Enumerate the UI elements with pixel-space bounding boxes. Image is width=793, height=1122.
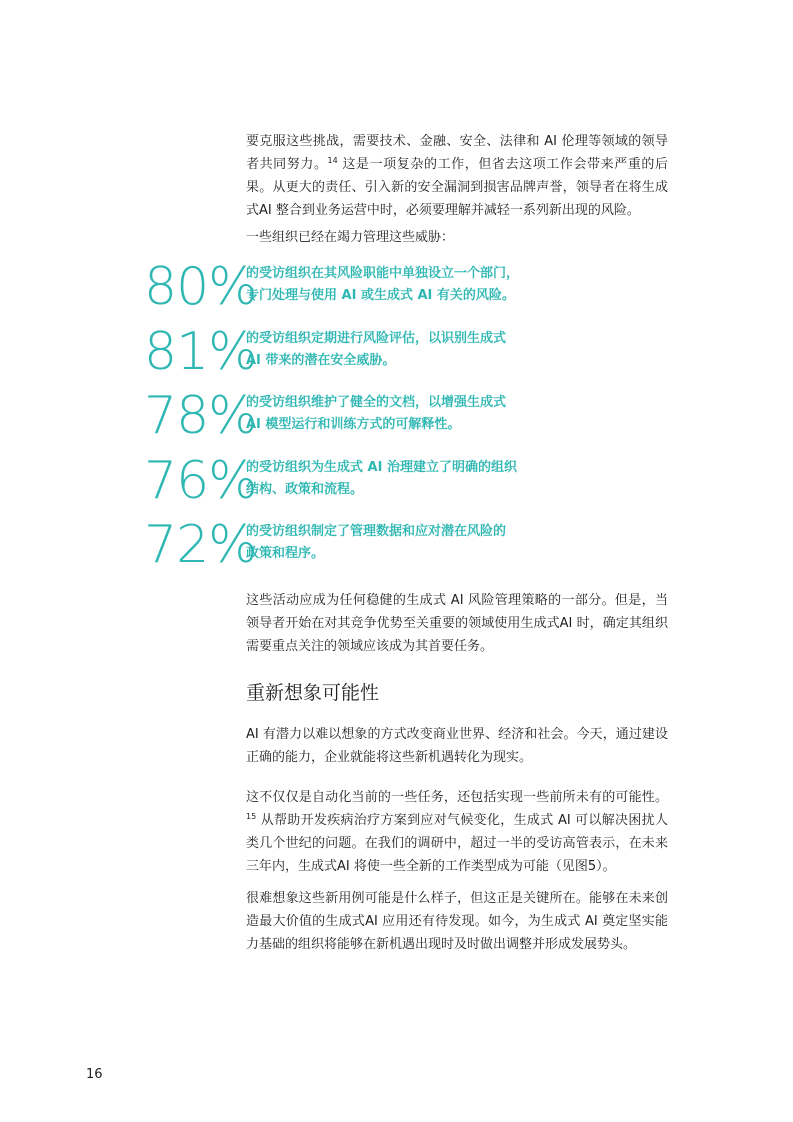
section-paragraph-1: AI 有潜力以难以想象的方式改变商业世界、经济和社会。今天，通过建设正确的能力，企业就能将这些新机遇转化为现实。 (246, 727, 668, 765)
section-heading: 重新想象可能性 (246, 682, 380, 704)
footnote-ref-14[interactable]: 14 (327, 156, 338, 165)
stat-item (0, 515, 600, 576)
page-number: 16 (86, 1067, 103, 1082)
stat-value: 81% (144, 322, 257, 382)
threats-lead-in: 一些组织已经在竭力管理这些威胁： (246, 230, 455, 245)
stat-description: 的受访组织为生成式 AI 治理建立了明确的组织 结构、政策和流程。 (246, 460, 517, 497)
stat-item (0, 257, 600, 318)
intro-paragraph (246, 130, 668, 222)
footnote-ref-15[interactable]: 15 (246, 812, 257, 821)
stat-value: 80% (144, 257, 257, 317)
stat-description: 的受访组织制定了管理数据和应对潜在风险的 政策和程序。 (246, 524, 507, 561)
intro-text-start: 要克服这些挑战，需要技术、金融、安全、法律和 AI 伦理等领域的领导者共同努力。 (246, 134, 668, 172)
stat-value: 76% (144, 451, 257, 511)
stat-item (0, 386, 600, 447)
stat-item (0, 322, 600, 383)
after-stats-paragraph: 这些活动应成为任何稳健的生成式 AI 风险管理策略的一部分。但是，当领导者开始在对其竞争优势至关重要的领域使用生成式AI 时，确定其组织需要重点关注的领域应该成为其首要任务。 (246, 593, 668, 654)
section-paragraph-3: 很难想象这些新用例可能是什么样子，但这正是关键所在。能够在未来创造最大价值的生成式AI 应用还有待发现。如今，为生成式 AI 奠定坚实能力基础的组织将能够在新机遇出现时及时做出调整并形成发展势头。 (246, 891, 668, 952)
section-p2-end: 从帮助开发疾病治疗方案到应对气候变化，生成式 AI 可以解决困扰人类几个世纪的问题。在我们的调研中，超过一半的受访高管表示，在未来三年内，生成式AI 将使一些全新的工作类型成为可能（见图5）。 (246, 813, 668, 874)
stat-description: 的受访组织在其风险职能中单独设立一个部门， 专门处理与使用 AI 或生成式 AI 有关的风险。 (246, 266, 520, 303)
stat-description: 的受访组织定期进行风险评估，以识别生成式 AI 带来的潜在安全威胁。 (246, 331, 507, 368)
stat-value: 78% (144, 386, 257, 446)
stat-item (0, 451, 600, 512)
intro-text-end: 这是一项复杂的工作，但省去这项工作会带来严重的后果。从更大的责任、引入新的安全漏洞到损害品牌声誉，领导者在将生成式AI 整合到业务运营中时，必须要理解并减轻一系列新出现的风险。 (246, 157, 668, 218)
section-paragraph-2 (246, 786, 668, 878)
section-p2-start: 这不仅仅是自动化当前的一些任务，还包括实现一些前所未有的可能性。 (246, 790, 668, 805)
stat-description: 的受访组织维护了健全的文档，以增强生成式 AI 模型运行和训练方式的可解释性。 (246, 395, 507, 432)
stat-value: 72% (144, 515, 257, 575)
